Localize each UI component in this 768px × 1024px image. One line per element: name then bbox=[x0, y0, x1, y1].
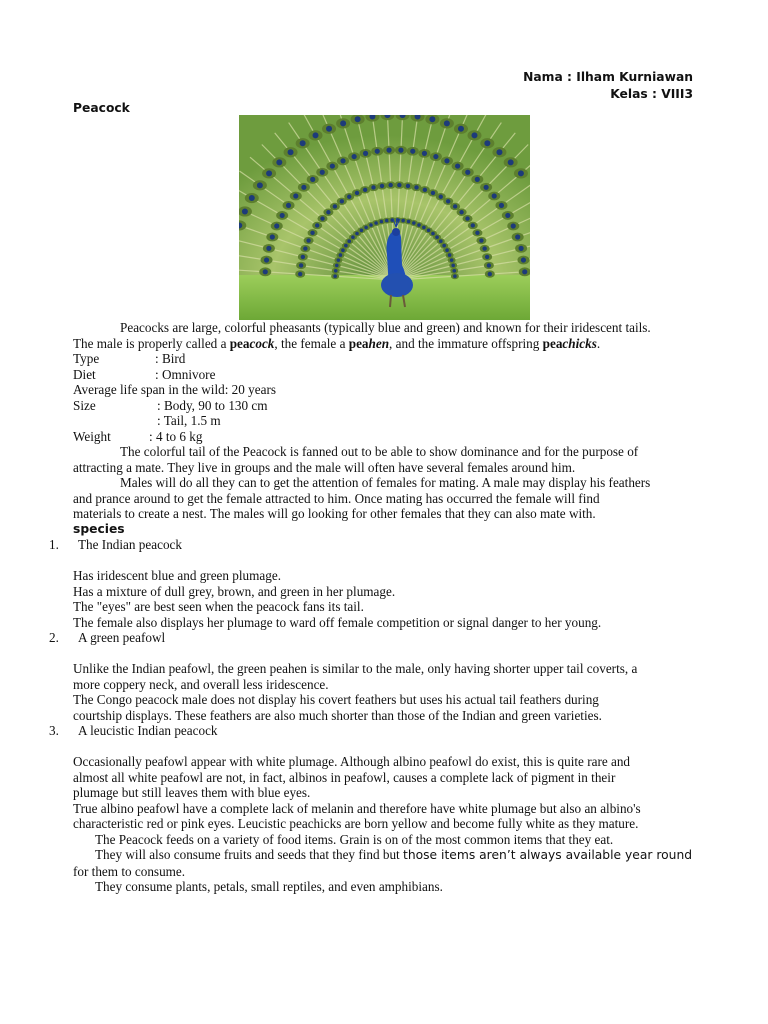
intro-line-2 bbox=[73, 336, 703, 352]
species-line: The "eyes" are best seen when the peacock fans its tail. bbox=[73, 599, 364, 614]
tail-line-2: attracting a mate. They live in groups and the male will often have several females around him. bbox=[73, 459, 576, 475]
species-line: Occasionally peafowl appear with white plumage. Although albino peafowl do exist, this is quite rare and bbox=[73, 754, 631, 769]
spacer bbox=[73, 646, 703, 662]
fact-size-tail bbox=[73, 413, 703, 429]
fact-weight bbox=[73, 429, 703, 445]
food-line-4: They consume plants, petals, small reptiles, and even amphibians. bbox=[95, 879, 443, 894]
mating-line-2: and prance around to get the female attracted to him. Once mating has occurred the female will find bbox=[73, 490, 600, 506]
species-name: A leucistic Indian peacock bbox=[78, 723, 218, 738]
spacer bbox=[73, 739, 703, 755]
species-name: A green peafowl bbox=[78, 630, 166, 645]
student-name: Nama : Ilham Kurniawan bbox=[523, 70, 693, 84]
fact-size bbox=[73, 398, 703, 414]
intro-text: The male is properly called a bbox=[73, 335, 230, 351]
food-line-3: for them to consume. bbox=[73, 863, 186, 879]
fact-diet bbox=[73, 367, 703, 383]
student-header bbox=[523, 69, 693, 103]
species-heading: species bbox=[73, 521, 125, 536]
list-number: 2. bbox=[49, 630, 59, 645]
term-italic: cock bbox=[249, 335, 275, 351]
species-item-3 bbox=[49, 723, 703, 739]
mating-line-3: materials to create a nest. The males will go looking for other females that they can also mate with. bbox=[73, 506, 596, 521]
list-number: 3. bbox=[49, 723, 59, 738]
fact-lifespan: Average life span in the wild: 20 years bbox=[73, 382, 276, 397]
species-line: Unlike the Indian peafowl, the green peahen is similar to the male, only having shorter upper tail coverts, a bbox=[73, 661, 638, 676]
term-italic: hen bbox=[368, 335, 390, 351]
species-line: plumage but still leaves them with blue eyes. bbox=[73, 785, 311, 800]
species-line: Has iridescent blue and green plumage. bbox=[73, 568, 281, 583]
food-text: They will also consume fruits and seeds that they find but bbox=[95, 847, 404, 862]
food-line-1: The Peacock feeds on a variety of food items. Grain is on of the most common items that they eat. bbox=[95, 831, 614, 847]
species-item-1 bbox=[49, 537, 703, 553]
mating-line-1: Males will do all they can to get the attention of females for mating. A male may display his feathers bbox=[120, 475, 651, 490]
intro-text: , the female a bbox=[274, 335, 349, 351]
fact-type bbox=[73, 351, 703, 367]
student-class: Kelas : VIII3 bbox=[610, 87, 693, 101]
fact-value: : Bird bbox=[155, 351, 186, 366]
page-title: Peacock bbox=[73, 101, 130, 115]
document-body bbox=[49, 320, 703, 895]
fact-label: Size bbox=[73, 397, 96, 413]
intro-text: . bbox=[596, 335, 601, 351]
intro-line-1: Peacocks are large, colorful pheasants (typically blue and green) and known for their iridescent tails. bbox=[120, 320, 651, 335]
fact-value: : Tail, 1.5 m bbox=[157, 413, 221, 428]
fact-value: : Body, 90 to 130 cm bbox=[157, 397, 268, 413]
species-line: The female also displays her plumage to ward off female competition or signal danger to her young. bbox=[73, 614, 602, 630]
species-line: characteristic red or pink eyes. Leucistic peachicks are born yellow and become fully white as they mature. bbox=[73, 816, 639, 831]
peacock-photo bbox=[239, 115, 530, 320]
species-line: courtship displays. These feathers are also much shorter than those of the Indian and green varieties. bbox=[73, 707, 602, 723]
fact-label-empty bbox=[73, 413, 157, 429]
species-name: The Indian peacock bbox=[78, 537, 182, 552]
food-text-sans: those items aren’t always available year round bbox=[403, 848, 693, 862]
list-number: 1. bbox=[49, 537, 59, 552]
term-bold: pea bbox=[542, 335, 563, 351]
species-line: almost all white peafowl are not, in fact, albinos in peafowl, causes a complete lack of pigment in their bbox=[73, 769, 616, 785]
species-line: The Congo peacock male does not display his covert feathers but uses his actual tail feathers during bbox=[73, 692, 599, 707]
term-bold: pea bbox=[348, 335, 369, 351]
fact-label: Weight bbox=[73, 428, 111, 444]
intro-text: , and the immature offspring bbox=[389, 335, 543, 351]
species-line: Has a mixture of dull grey, brown, and green in her plumage. bbox=[73, 583, 396, 599]
peacock-illustration bbox=[239, 115, 530, 320]
spacer bbox=[73, 553, 703, 569]
tail-line-1: The colorful tail of the Peacock is fanned out to be able to show dominance and for the purpose of bbox=[120, 444, 639, 459]
term-italic: chicks bbox=[562, 335, 597, 351]
fact-value: : Omnivore bbox=[155, 366, 216, 382]
food-line-2 bbox=[73, 847, 703, 864]
species-item-2 bbox=[49, 630, 703, 646]
fact-label: Type bbox=[73, 351, 100, 366]
species-line: True albino peafowl have a complete lack of melanin and therefore have white plumage but also an albino's bbox=[73, 800, 641, 816]
term-bold: pea bbox=[229, 335, 250, 351]
fact-value: : 4 to 6 kg bbox=[149, 428, 203, 444]
fact-label: Diet bbox=[73, 366, 96, 382]
species-line: more coppery neck, and overall less iridescence. bbox=[73, 676, 329, 692]
